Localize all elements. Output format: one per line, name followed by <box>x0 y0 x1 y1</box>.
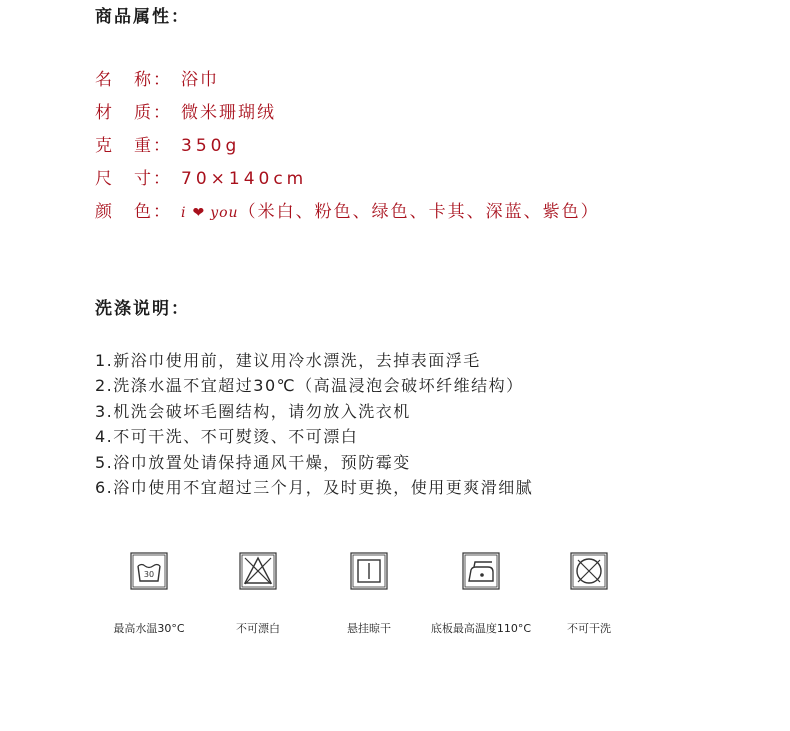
instruction-item: 1.新浴巾使用前，建议用冷水漂洗，去掉表面浮毛 <box>95 351 481 370</box>
wash-tub-icon <box>130 552 168 590</box>
care-label: 底板最高温度110°C <box>430 622 532 635</box>
care-label: 悬挂晾干 <box>347 622 391 635</box>
attr-value: 微米珊瑚绒 <box>181 103 276 123</box>
care-label: 最高水温30°C <box>113 622 185 635</box>
attr-label-char: 色： <box>134 202 172 222</box>
hang-dry-icon <box>350 552 388 590</box>
attr-row-name <box>95 66 600 99</box>
care-no-dryclean <box>519 552 659 636</box>
wash-temp-label: 30 <box>143 570 155 579</box>
attr-row-weight <box>95 132 600 165</box>
washing-heading: 洗涤说明： <box>95 299 190 319</box>
attr-label-char: 称： <box>134 70 172 90</box>
attr-label-char: 尺 <box>95 169 114 189</box>
instruction-item: 3.机洗会破坏毛圈结构，请勿放入洗衣机 <box>95 401 411 421</box>
washing-instructions <box>95 348 533 500</box>
instruction-item: 5.浴巾放置处请保持通风干燥，预防霉变 <box>95 452 411 472</box>
attr-value: 浴巾 <box>181 70 219 90</box>
attr-label-char: 重： <box>134 136 172 156</box>
attr-row-color <box>95 198 600 231</box>
care-label: 不可漂白 <box>236 622 280 635</box>
attributes-heading: 商品属性： <box>95 7 190 27</box>
attr-value: 70×140cm <box>181 169 308 189</box>
attr-row-material <box>95 99 600 132</box>
heart-icon: ❤ <box>192 205 207 221</box>
attr-label-char: 名 <box>95 70 114 90</box>
no-bleach-icon <box>239 552 277 590</box>
attr-value: 350g <box>181 136 241 156</box>
script-you: you <box>210 205 239 221</box>
attr-label-char: 克 <box>95 136 114 156</box>
attr-label-char: 寸： <box>134 169 172 189</box>
instruction-item: 4.不可干洗、不可熨烫、不可漂白 <box>95 427 359 447</box>
no-dryclean-icon <box>570 552 608 590</box>
instruction-item: 2.洗涤水温不宜超过30℃（高温浸泡会破坏纤维结构） <box>95 376 524 396</box>
attr-label-char: 质： <box>134 103 172 123</box>
care-label: 不可干洗 <box>567 622 611 635</box>
attr-row-size <box>95 165 600 198</box>
attr-label-char: 材 <box>95 103 114 123</box>
instruction-item: 6.浴巾使用不宜超过三个月，及时更换，使用更爽滑细腻 <box>95 477 534 497</box>
script-i: i <box>181 205 187 221</box>
attr-label-char: 颜 <box>95 202 114 222</box>
iron-icon <box>462 552 500 590</box>
attributes-list <box>95 66 600 231</box>
color-options: （米白、粉色、绿色、卡其、深蓝、紫色） <box>238 202 600 222</box>
